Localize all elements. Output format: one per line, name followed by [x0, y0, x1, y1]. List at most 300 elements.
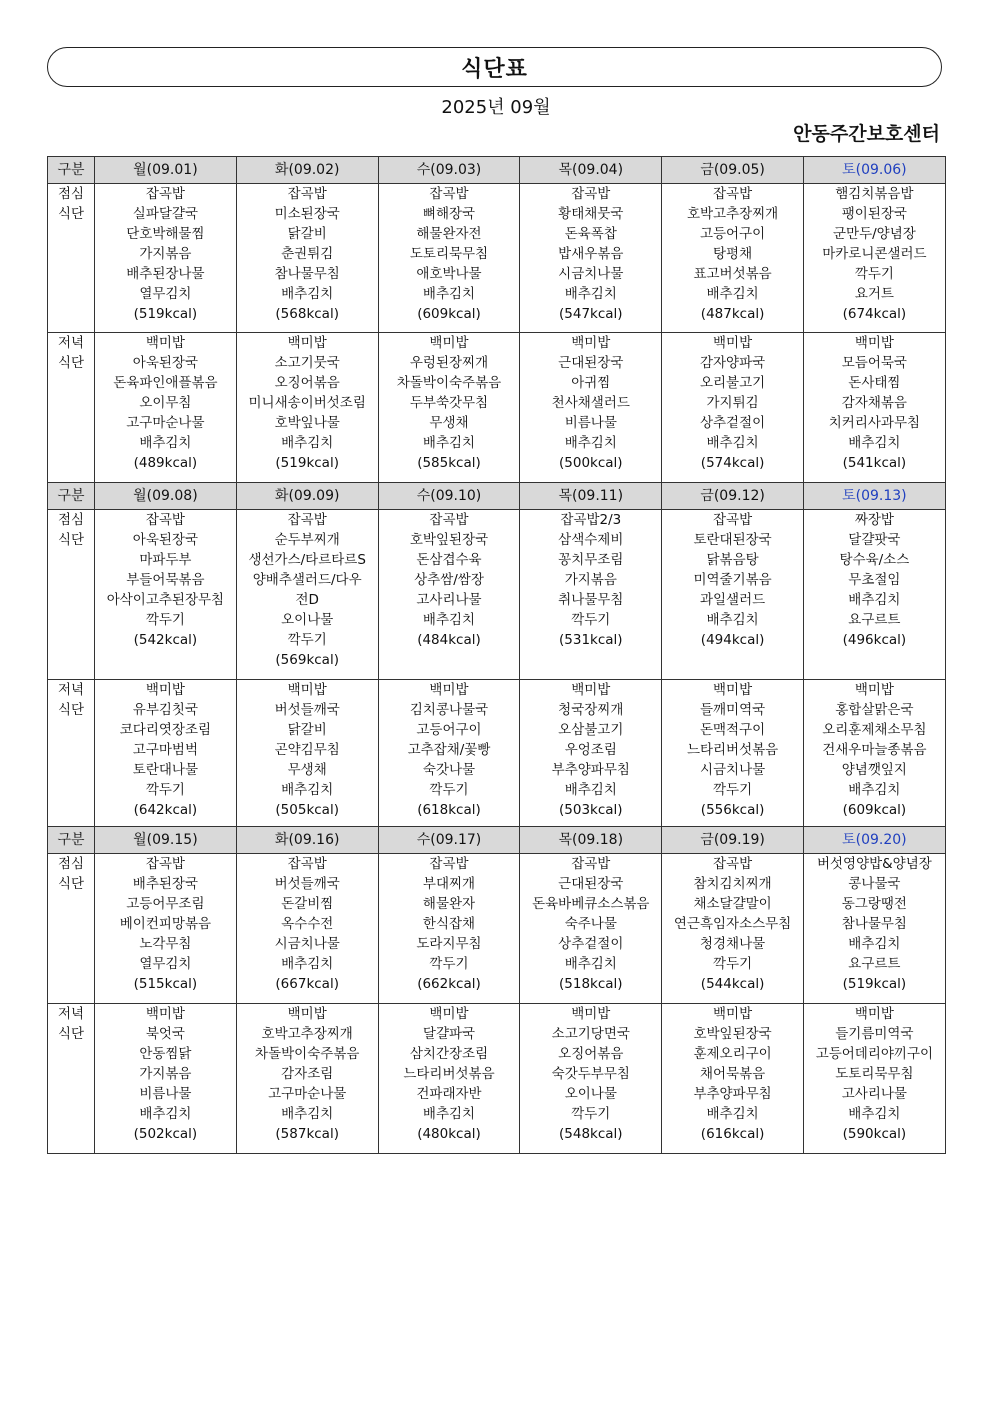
lunch-row: [48, 184, 946, 333]
menu-item: (519kcal): [275, 455, 339, 471]
menu-item: 해물완자: [422, 896, 476, 912]
menu-item: 비름나물: [139, 1086, 192, 1102]
menu-item: 근대된장국: [558, 355, 624, 371]
dinner-menu-cell: [378, 680, 520, 827]
menu-item: 고구마범벅: [132, 742, 198, 758]
dinner-menu-cell: [803, 680, 945, 827]
menu-item: 버섯들깨국: [274, 876, 340, 892]
menu-item: 연근흑임자소스무침: [673, 916, 792, 932]
day-header: 목(09.11): [520, 483, 662, 510]
menu-item: 치커리사과무침: [828, 415, 921, 431]
lunch-label-line: 점심: [57, 512, 85, 528]
menu-item: 오이나물: [564, 1086, 617, 1102]
lunch-label-line: 식단: [57, 876, 85, 892]
menu-item: 유부김칫국: [132, 702, 198, 718]
menu-item: 깍두기: [145, 612, 185, 628]
menu-item: (568kcal): [275, 306, 339, 322]
dinner-menu-cell: [95, 1004, 237, 1154]
menu-item: (667kcal): [275, 976, 339, 992]
day-header: 토(09.06): [803, 157, 945, 184]
menu-item: 호박고추장찌개: [686, 206, 779, 222]
menu-item: 잡곡밥: [571, 856, 611, 872]
day-header: 수(09.17): [378, 827, 520, 854]
menu-item: (503kcal): [559, 802, 623, 818]
dinner-menu-cell: [378, 1004, 520, 1154]
week-header-row: [48, 157, 946, 184]
menu-item: 고추잡채/꽃빵: [407, 742, 491, 758]
menu-item: 배추김치: [139, 1106, 192, 1122]
menu-item: 깍두기: [713, 956, 753, 972]
menu-item: 짜장밥: [854, 512, 894, 528]
menu-item: 도토리묵무침: [409, 246, 489, 262]
dinner-label: [48, 1004, 95, 1154]
menu-item: 백미밥: [287, 682, 327, 698]
menu-item: 무생채: [429, 415, 469, 431]
menu-item: 배추김치: [706, 286, 759, 302]
menu-item: 돈육폭찹: [564, 226, 617, 242]
menu-item: 참나물무침: [274, 266, 340, 282]
menu-item: 가지볶음: [139, 246, 192, 262]
menu-item: 고사리나물: [416, 592, 482, 608]
corner-label: 구분: [48, 827, 95, 854]
menu-item: 버섯들깨국: [274, 702, 340, 718]
menu-item: 동그랑땡전: [841, 896, 907, 912]
dinner-menu-cell: [236, 333, 378, 483]
menu-item: 노각무침: [139, 936, 192, 952]
menu-item: 무초절임: [848, 572, 901, 588]
menu-item: 잡곡밥2/3: [560, 512, 622, 528]
menu-item: 표고버섯볶음: [693, 266, 772, 282]
menu-item: 뼈해장국: [422, 206, 476, 222]
dinner-menu-cell: [520, 680, 662, 827]
menu-item: 고등어무조림: [126, 896, 205, 912]
lunch-label: [48, 510, 95, 680]
menu-item: 열무김치: [139, 956, 192, 972]
menu-item: 잡곡밥: [571, 186, 611, 202]
menu-item: 탕평채: [713, 246, 753, 262]
lunch-menu-cell: [662, 854, 804, 1004]
menu-item: 부들어묵볶음: [126, 572, 205, 588]
menu-item: 배추김치: [564, 956, 617, 972]
menu-item: 잡곡밥: [429, 512, 469, 528]
day-header: 토(09.13): [803, 483, 945, 510]
menu-item: 깍두기: [287, 632, 327, 648]
menu-item: 버섯영양밥&양념장: [816, 856, 932, 872]
dinner-menu-cell: [95, 680, 237, 827]
menu-item: (489kcal): [133, 455, 198, 471]
day-header: 월(09.01): [95, 157, 237, 184]
menu-item: 느타리버섯볶음: [403, 1066, 495, 1082]
menu-item: 백미밥: [287, 335, 327, 351]
dinner-row: [48, 333, 946, 483]
menu-item: (609kcal): [417, 306, 481, 322]
menu-item: 배추김치: [706, 435, 759, 451]
menu-item: 고사리나물: [841, 1086, 907, 1102]
menu-item: 시금치나물: [699, 762, 766, 778]
week-header-row: [48, 827, 946, 854]
menu-item: (515kcal): [133, 976, 198, 992]
menu-item: 고구마순나물: [126, 415, 205, 431]
menu-item: 숙주나물: [564, 916, 617, 932]
menu-item: 참나물무침: [841, 916, 907, 932]
menu-item: 잡곡밥: [145, 186, 185, 202]
menu-item: 배추김치: [564, 435, 617, 451]
menu-item: 깍두기: [854, 266, 894, 282]
menu-item: 가지볶음: [564, 572, 617, 588]
menu-item: 들기름미역국: [835, 1026, 914, 1042]
menu-item: 삼치간장조림: [409, 1046, 489, 1062]
menu-item: 닭볶음탕: [706, 552, 759, 568]
menu-item: (587kcal): [275, 1126, 339, 1142]
menu-item: 생선가스/타르타르S: [248, 552, 366, 568]
menu-item: (556kcal): [700, 802, 765, 818]
menu-item: 소고기뭇국: [274, 355, 340, 371]
menu-item: 도토리묵무침: [835, 1066, 914, 1082]
lunch-row: [48, 510, 946, 680]
lunch-label-line: 식단: [57, 206, 85, 222]
lunch-menu-cell: [95, 510, 237, 680]
lunch-menu-cell: [378, 184, 520, 333]
menu-item: 고등어데리야끼구이: [815, 1046, 934, 1062]
menu-item: (531kcal): [559, 632, 623, 648]
menu-item: 참치김치찌개: [693, 876, 772, 892]
menu-item: 배추김치: [281, 435, 334, 451]
menu-item: 상추쌈/쌈장: [414, 572, 484, 588]
menu-item: 깍두기: [429, 782, 469, 798]
menu-item: 과일샐러드: [699, 592, 766, 608]
menu-item: 배추김치: [706, 1106, 759, 1122]
menu-item: (480kcal): [417, 1126, 481, 1142]
menu-item: 애호박나물: [416, 266, 482, 282]
menu-item: 백미밥: [854, 1006, 894, 1022]
menu-item: (585kcal): [417, 455, 481, 471]
menu-item: 두부쑥갓무침: [409, 395, 489, 411]
menu-item: 상추겉절이: [558, 936, 624, 952]
day-header: 화(09.09): [236, 483, 378, 510]
dinner-menu-cell: [662, 333, 804, 483]
menu-item: 우엉조림: [564, 742, 617, 758]
menu-item: 상추겉절이: [699, 415, 766, 431]
menu-item: 배추김치: [564, 286, 617, 302]
dinner-label-line: 식단: [57, 1026, 85, 1042]
menu-item: (505kcal): [275, 802, 339, 818]
day-header: 금(09.19): [662, 827, 804, 854]
menu-item: 홍합살맑은국: [835, 702, 914, 718]
menu-item: (642kcal): [133, 802, 198, 818]
menu-item: 닭갈비: [287, 226, 327, 242]
menu-item: (574kcal): [700, 455, 765, 471]
menu-item: 베이컨피망볶음: [119, 916, 212, 932]
menu-item: 고등어구이: [699, 226, 766, 242]
menu-item: 모듬어묵국: [841, 355, 907, 371]
menu-item: 돈삼겹수육: [416, 552, 482, 568]
dinner-menu-cell: [803, 1004, 945, 1154]
menu-item: (519kcal): [842, 976, 907, 992]
menu-item: 옥수수전: [281, 916, 334, 932]
dinner-label-line: 저녁: [57, 682, 85, 698]
day-header: 수(09.10): [378, 483, 520, 510]
menu-item: 배추김치: [139, 435, 192, 451]
menu-item: (487kcal): [700, 306, 765, 322]
day-header: 목(09.18): [520, 827, 662, 854]
menu-item: 백미밥: [429, 335, 469, 351]
menu-item: 요구르트: [848, 956, 901, 972]
lunch-row: [48, 854, 946, 1004]
menu-item: 오이나물: [281, 612, 334, 628]
menu-item: 아욱된장국: [132, 532, 198, 548]
menu-item: 채어묵볶음: [699, 1066, 766, 1082]
title-box: [47, 47, 942, 87]
menu-item: 숙갓두부무침: [551, 1066, 630, 1082]
menu-item: 열무김치: [139, 286, 192, 302]
menu-item: (662kcal): [417, 976, 481, 992]
menu-item: 훈제오리구이: [693, 1046, 772, 1062]
menu-item: 백미밥: [571, 682, 611, 698]
menu-item: 백미밥: [145, 682, 185, 698]
menu-item: 청경채나물: [699, 936, 766, 952]
menu-item: 돈육바베큐소스볶음: [532, 896, 650, 912]
menu-item: 부대찌개: [422, 876, 476, 892]
lunch-label-line: 점심: [57, 856, 85, 872]
lunch-menu-cell: [378, 510, 520, 680]
menu-item: 춘권튀김: [281, 246, 334, 262]
lunch-menu-cell: [662, 184, 804, 333]
day-header: 금(09.12): [662, 483, 804, 510]
menu-item: 오징어볶음: [274, 375, 340, 391]
lunch-label: [48, 854, 95, 1004]
menu-item: 깍두기: [571, 1106, 611, 1122]
menu-item: 배추김치: [281, 782, 334, 798]
corner-label: 구분: [48, 483, 95, 510]
dinner-label: [48, 333, 95, 483]
menu-item: 감자양파국: [699, 355, 766, 371]
dinner-menu-cell: [662, 1004, 804, 1154]
menu-item: 잡곡밥: [713, 856, 753, 872]
menu-item: 느타리버섯볶음: [686, 742, 779, 758]
menu-item: 차돌박이숙주볶음: [255, 1046, 360, 1062]
menu-item: 비름나물: [564, 415, 617, 431]
menu-item: 꽁치무조림: [558, 552, 624, 568]
menu-item: 백미밥: [713, 682, 753, 698]
dinner-label-line: 식단: [57, 702, 85, 718]
menu-item: 배추김치: [281, 286, 334, 302]
menu-item: 고구마순나물: [268, 1086, 347, 1102]
menu-item: 탕수육/소스: [839, 552, 910, 568]
menu-item: 아욱된장국: [132, 355, 198, 371]
menu-item: 배추된장국: [132, 876, 198, 892]
menu-item: (544kcal): [700, 976, 765, 992]
lunch-menu-cell: [520, 184, 662, 333]
lunch-menu-cell: [803, 184, 945, 333]
lunch-menu-cell: [803, 510, 945, 680]
month-subtitle: 2025년 09월: [441, 97, 551, 118]
menu-item: 배추김치: [422, 435, 476, 451]
dinner-menu-cell: [520, 333, 662, 483]
menu-item: 돈육파인애플볶음: [113, 375, 218, 391]
dinner-label-line: 식단: [57, 355, 85, 371]
menu-item: 잡곡밥: [287, 856, 327, 872]
menu-item: 밥새우볶음: [558, 246, 624, 262]
menu-item: 북엇국: [145, 1026, 185, 1042]
menu-item: (590kcal): [842, 1126, 907, 1142]
menu-item: 배추김치: [848, 936, 901, 952]
dinner-menu-cell: [378, 333, 520, 483]
menu-item: 단호박해물찜: [126, 226, 205, 242]
menu-item: 달걀팟국: [848, 532, 901, 548]
menu-item: (519kcal): [133, 306, 198, 322]
lunch-menu-cell: [95, 854, 237, 1004]
menu-item: 채소달걀말이: [693, 896, 772, 912]
lunch-label-line: 점심: [57, 186, 85, 202]
menu-item: 콩나물국: [848, 876, 901, 892]
menu-item: 돈사태찜: [848, 375, 901, 391]
menu-item: 시금치나물: [558, 266, 624, 282]
dinner-menu-cell: [236, 680, 378, 827]
menu-item: 근대된장국: [558, 876, 624, 892]
dinner-row: [48, 1004, 946, 1154]
menu-item: 배추김치: [422, 612, 476, 628]
menu-item: 숙갓나물: [422, 762, 476, 778]
menu-item: 오이무침: [139, 395, 192, 411]
menu-item: 무생채: [287, 762, 327, 778]
menu-item: 백미밥: [287, 1006, 327, 1022]
menu-item: 감자조림: [281, 1066, 334, 1082]
day-header: 화(09.16): [236, 827, 378, 854]
menu-item: 안동찜닭: [139, 1046, 192, 1062]
day-header: 월(09.15): [95, 827, 237, 854]
menu-item: 호박잎된장국: [409, 532, 489, 548]
day-header: 수(09.03): [378, 157, 520, 184]
lunch-menu-cell: [520, 510, 662, 680]
menu-item: 깍두기: [571, 612, 611, 628]
menu-item: 배추김치: [848, 435, 901, 451]
menu-item: 배추김치: [706, 612, 759, 628]
menu-item: 백미밥: [854, 682, 894, 698]
day-header: 목(09.04): [520, 157, 662, 184]
menu-item: 건새우마늘종볶음: [822, 742, 927, 758]
center-name: 안동주간보호센터: [793, 123, 940, 145]
menu-item: 잡곡밥: [145, 856, 185, 872]
menu-item: 잡곡밥: [429, 856, 469, 872]
week-header-row: [48, 483, 946, 510]
menu-item: 백미밥: [713, 1006, 753, 1022]
menu-item: 백미밥: [571, 335, 611, 351]
dinner-row: [48, 680, 946, 827]
menu-item: (618kcal): [417, 802, 481, 818]
menu-item: 황태채뭇국: [558, 206, 624, 222]
menu-item: 돈맥적구이: [699, 722, 766, 738]
menu-item: 부추양파무침: [551, 762, 630, 778]
menu-item: 배추김치: [564, 782, 617, 798]
menu-item: (548kcal): [559, 1126, 623, 1142]
menu-item: 백미밥: [145, 1006, 185, 1022]
menu-item: (569kcal): [275, 652, 339, 668]
menu-item: 배추김치: [848, 592, 901, 608]
day-header: 금(09.05): [662, 157, 804, 184]
lunch-menu-cell: [236, 184, 378, 333]
menu-item: 해물완자전: [416, 226, 482, 242]
menu-item: 전D: [295, 592, 319, 608]
menu-item: 순두부찌개: [274, 532, 340, 548]
menu-table: [47, 156, 946, 1154]
menu-item: 백미밥: [145, 335, 185, 351]
menu-item: 우렁된장찌개: [409, 355, 489, 371]
menu-item: 부추양파무침: [693, 1086, 772, 1102]
menu-item: (484kcal): [417, 632, 481, 648]
dinner-label: [48, 680, 95, 827]
menu-item: 천사채샐러드: [551, 395, 630, 411]
lunch-label: [48, 184, 95, 333]
lunch-menu-cell: [803, 854, 945, 1004]
menu-item: (609kcal): [842, 802, 907, 818]
dinner-label-line: 저녁: [57, 335, 85, 351]
lunch-menu-cell: [236, 510, 378, 680]
menu-item: 들깨미역국: [699, 702, 766, 718]
dinner-menu-cell: [95, 333, 237, 483]
dinner-menu-cell: [803, 333, 945, 483]
menu-item: 마파두부: [139, 552, 192, 568]
lunch-label-line: 식단: [57, 532, 85, 548]
menu-item: 군만두/양념장: [832, 226, 916, 242]
menu-item: 닭갈비: [287, 722, 327, 738]
menu-item: 햄김치볶음밥: [835, 186, 914, 202]
menu-item: 배추김치: [281, 956, 334, 972]
menu-item: 깍두기: [713, 782, 753, 798]
lunch-menu-cell: [378, 854, 520, 1004]
menu-item: 미소된장국: [274, 206, 340, 222]
menu-item: 잡곡밥: [429, 186, 469, 202]
menu-item: 마카로니콘샐러드: [822, 246, 927, 262]
menu-item: 배추김치: [422, 286, 476, 302]
menu-item: 잡곡밥: [145, 512, 185, 528]
menu-item: 차돌박이숙주볶음: [396, 375, 502, 391]
menu-item: 호박잎나물: [274, 415, 340, 431]
menu-item: 호박고추장찌개: [261, 1026, 353, 1042]
dinner-menu-cell: [520, 1004, 662, 1154]
menu-item: (494kcal): [700, 632, 765, 648]
menu-item: 요구르트: [848, 612, 901, 628]
menu-item: 소고기당면국: [551, 1026, 630, 1042]
menu-item: 한식잡채: [422, 916, 476, 932]
menu-item: 백미밥: [571, 1006, 611, 1022]
menu-item: 건파래자반: [416, 1086, 482, 1102]
menu-item: 잡곡밥: [287, 512, 327, 528]
menu-item: 아삭이고추된장무침: [106, 592, 225, 608]
menu-item: 배추김치: [848, 1106, 901, 1122]
dinner-label-line: 저녁: [57, 1006, 85, 1022]
menu-item: 깍두기: [145, 782, 185, 798]
menu-item: 잡곡밥: [713, 186, 753, 202]
menu-item: 팽이된장국: [841, 206, 907, 222]
menu-item: 아귀찜: [571, 375, 611, 391]
menu-item: 고등어구이: [416, 722, 482, 738]
lunch-menu-cell: [236, 854, 378, 1004]
menu-item: 달걀파국: [422, 1026, 476, 1042]
menu-item: 토란대나물: [132, 762, 198, 778]
menu-item: (518kcal): [559, 976, 623, 992]
menu-item: 잡곡밥: [287, 186, 327, 202]
menu-item: (616kcal): [700, 1126, 765, 1142]
menu-item: 요거트: [854, 286, 894, 302]
menu-item: 감자채볶음: [841, 395, 907, 411]
menu-item: 시금치나물: [274, 936, 340, 952]
menu-item: 오징어볶음: [558, 1046, 624, 1062]
menu-item: 오리훈제채소무침: [822, 722, 927, 738]
menu-item: 곤약김무침: [274, 742, 340, 758]
menu-item: 취나물무침: [558, 592, 624, 608]
menu-item: 양념깻잎지: [841, 762, 907, 778]
menu-item: 미니새송이버섯조림: [248, 395, 366, 411]
